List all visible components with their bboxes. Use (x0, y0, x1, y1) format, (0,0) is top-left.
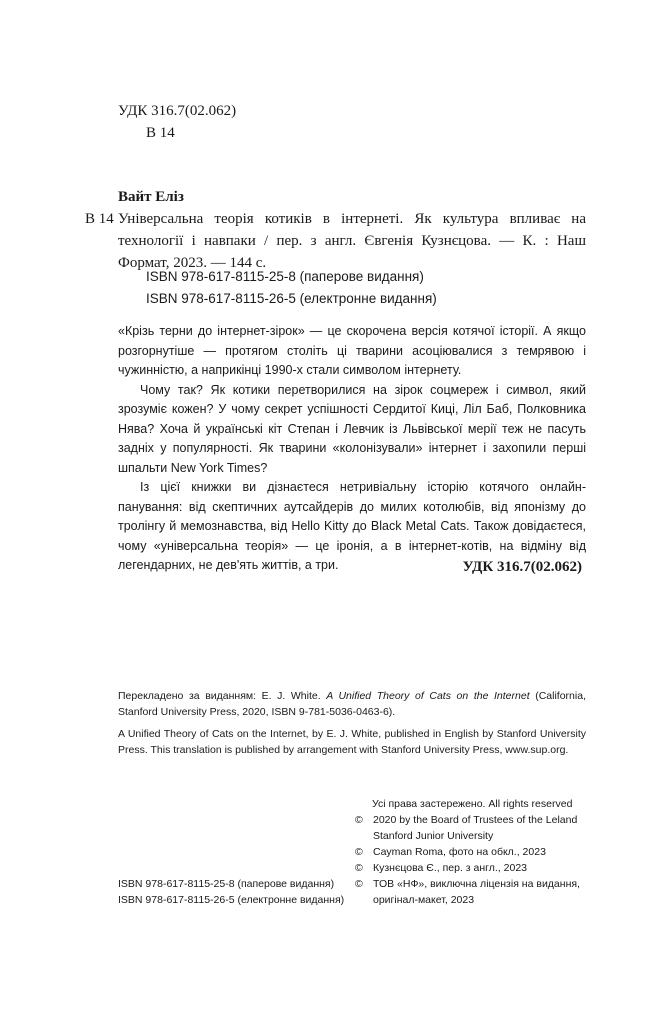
isbn-bottom-paper: ISBN 978-617-8115-25-8 (паперове видання) (118, 878, 335, 890)
copyright-symbol: © (355, 846, 363, 858)
copyright-text: Cayman Roma, фото на обкл., 2023 (373, 846, 546, 858)
copyright-text: 2020 by the Board of Trustees of the Leland Stanford Junior University (373, 814, 578, 842)
annotation-paragraph-1: «Крізь терни до інтернет-зірок» — це скорочена версія котячої історії. А якщо розгорнутіше — протягом століть ці тварини асоціювалися з темрявою і чужинністю, а наприкінці 1990-х стали символом інтернету. (118, 324, 586, 377)
copyright-item (355, 876, 590, 908)
copyright-text: ТОВ «НФ», виключна ліцензія на видання, оригінал-макет, 2023 (373, 878, 580, 906)
udc-code-top: УДК 316.7(02.062) (118, 103, 237, 119)
copyright-symbol: © (355, 862, 363, 874)
original-title: A Unified Theory of Cats on the Internet (326, 690, 530, 702)
english-rights-note: A Unified Theory of Cats on the Internet, by E. J. White, published in English by Stanford University Press. This translation is published by arrangement with Stanford University Press, www.sup.org. (118, 728, 586, 756)
classification-code: В 14 (146, 125, 175, 141)
copyright-text: Кузнєцова Є., пер. з англ., 2023 (373, 862, 527, 874)
isbn-bottom-electronic: ISBN 978-617-8115-26-5 (електронне видання) (118, 894, 345, 906)
annotation-paragraph-2: Чому так? Як котики перетворилися на зірок соцмереж і символ, який зрозуміє кожен? У чому секрет успішності Сердитої Киці, Ліл Баб, Полковника Нява? Хоча й українські кіт Степан і Левчик із Львівської мерії теж не пасуть задніх у популярності. Як тварини «колонізували» інтернет і захопили перші шпальти New York Times? (118, 382, 586, 475)
copyright-symbol: © (355, 814, 363, 826)
isbn-paper: ISBN 978-617-8115-25-8 (паперове видання) (146, 269, 424, 284)
annotation (118, 322, 586, 576)
translation-source-note (118, 688, 586, 720)
copyright-item (355, 860, 590, 876)
isbn-electronic: ISBN 978-617-8115-26-5 (електронне видання) (146, 291, 437, 306)
rights-reserved: Усі права застережено. All rights reserved (372, 798, 573, 810)
translation-suffix: (California, Stanford University Press, 2020, ISBN 9-781-5036-0463-6). (118, 690, 586, 718)
copyright-list (355, 812, 590, 908)
copyright-item (355, 812, 590, 844)
entry-code: В 14 (85, 211, 114, 227)
bibliographic-description: Універсальна теорія котиків в інтернеті. Як культура впливає на технології і навпаки / пер. з англ. Євгенія Кузнєцова. — К. : Наш Формат, 2023. — 144 с. (118, 211, 586, 271)
author-name: Вайт Еліз (118, 189, 184, 205)
udc-code-bottom: УДК 316.7(02.062) (462, 559, 582, 575)
copyright-item (355, 844, 590, 860)
copyright-symbol: © (355, 878, 363, 890)
translation-prefix: Перекладено за виданням: E. J. White. (118, 690, 327, 702)
annotation-paragraph-3: Із цієї книжки ви дізнаєтеся нетривіальну історію котячого онлайн-панування: від скептичних аутсайдерів до милих котолюбів, від японізму до тролінгу й мемознавства, від Hello Kitty до Black Metal Cats. Також довідаєтеся, чому «універсальна теорія» — це іронія, а в інтернет-котів, на відміну від легендарних, не дев'ять життів, а три. (118, 480, 586, 572)
